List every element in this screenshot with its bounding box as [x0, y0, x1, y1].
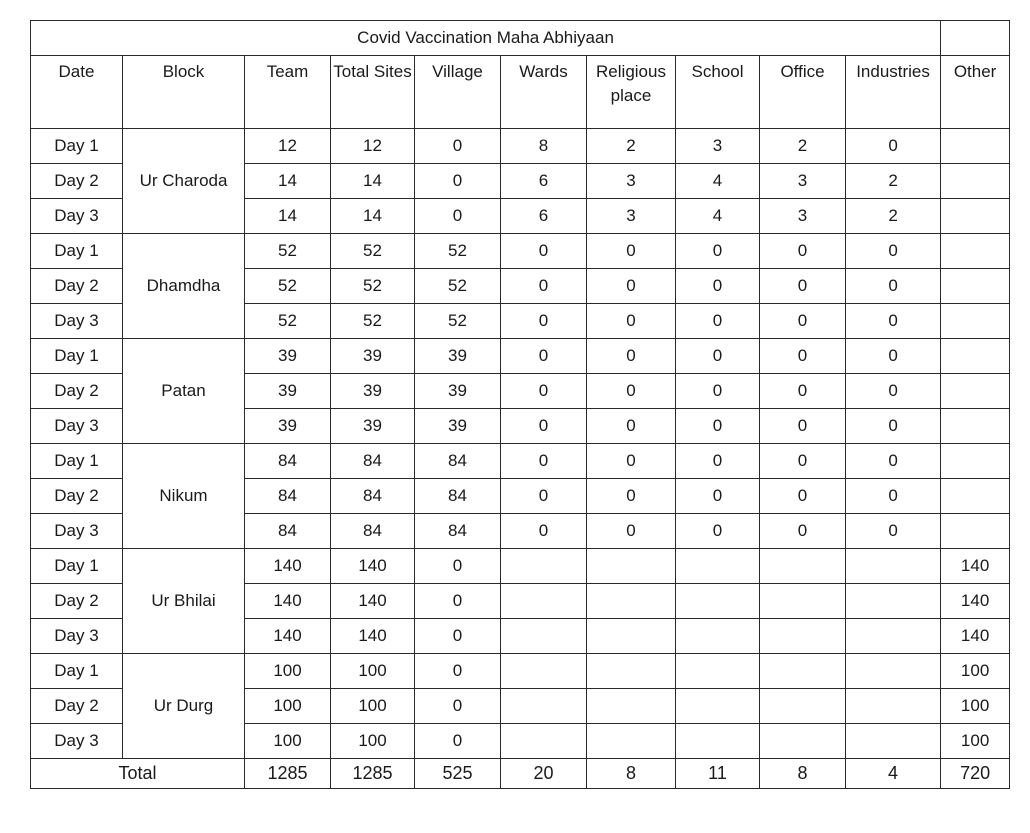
- other-cell: 140: [941, 619, 1010, 654]
- column-header-total-sites: Total Sites: [331, 56, 415, 129]
- office-cell: 0: [760, 479, 846, 514]
- date-cell: Day 1: [31, 549, 123, 584]
- team-cell: 84: [245, 514, 331, 549]
- date-cell: Day 1: [31, 339, 123, 374]
- office-cell: [760, 689, 846, 724]
- wards-cell: 8: [501, 129, 587, 164]
- other-cell: [941, 444, 1010, 479]
- industries-cell: 0: [846, 339, 941, 374]
- village-cell: 39: [415, 374, 501, 409]
- block-name-cell: Ur Bhilai: [123, 549, 245, 654]
- school-cell: 0: [676, 339, 760, 374]
- school-cell: [676, 724, 760, 759]
- total-sites-cell: 100: [331, 654, 415, 689]
- date-cell: Day 1: [31, 234, 123, 269]
- other-cell: 100: [941, 654, 1010, 689]
- date-cell: Day 3: [31, 304, 123, 339]
- religious-place-cell: [587, 689, 676, 724]
- industries-cell: [846, 584, 941, 619]
- table-row: [31, 234, 1010, 269]
- village-cell: 0: [415, 549, 501, 584]
- total-team-cell: 1285: [245, 759, 331, 789]
- total-school-cell: 11: [676, 759, 760, 789]
- column-header-other: Other: [941, 56, 1010, 129]
- wards-cell: 0: [501, 514, 587, 549]
- total-label: Total: [31, 759, 245, 789]
- village-cell: 84: [415, 514, 501, 549]
- industries-cell: 0: [846, 479, 941, 514]
- industries-cell: [846, 619, 941, 654]
- other-cell: [941, 199, 1010, 234]
- other-cell: 100: [941, 724, 1010, 759]
- religious-place-cell: [587, 584, 676, 619]
- other-cell: [941, 129, 1010, 164]
- total-sites-cell: 52: [331, 269, 415, 304]
- religious-place-cell: 0: [587, 514, 676, 549]
- school-cell: [676, 654, 760, 689]
- industries-cell: [846, 654, 941, 689]
- other-cell: [941, 339, 1010, 374]
- other-cell: [941, 164, 1010, 199]
- team-cell: 12: [245, 129, 331, 164]
- total-row: [31, 759, 1010, 789]
- school-cell: 0: [676, 269, 760, 304]
- school-cell: 0: [676, 374, 760, 409]
- office-cell: 0: [760, 339, 846, 374]
- table-title: Covid Vaccination Maha Abhiyaan: [31, 21, 941, 56]
- block-name-cell: Dhamdha: [123, 234, 245, 339]
- total-sites-cell: 12: [331, 129, 415, 164]
- total-sites-cell: 100: [331, 724, 415, 759]
- other-cell: [941, 304, 1010, 339]
- religious-place-cell: [587, 549, 676, 584]
- wards-cell: [501, 689, 587, 724]
- total-religious-place-cell: 8: [587, 759, 676, 789]
- religious-place-cell: [587, 724, 676, 759]
- team-cell: 39: [245, 339, 331, 374]
- total-industries-cell: 4: [846, 759, 941, 789]
- date-cell: Day 2: [31, 269, 123, 304]
- table-row: [31, 129, 1010, 164]
- total-sites-cell: 84: [331, 479, 415, 514]
- total-sites-cell: 84: [331, 514, 415, 549]
- religious-place-cell: [587, 619, 676, 654]
- date-cell: Day 2: [31, 689, 123, 724]
- column-header-date: Date: [31, 56, 123, 129]
- religious-place-cell: 0: [587, 339, 676, 374]
- industries-cell: 0: [846, 129, 941, 164]
- office-cell: 0: [760, 409, 846, 444]
- other-cell: [941, 409, 1010, 444]
- total-office-cell: 8: [760, 759, 846, 789]
- village-cell: 39: [415, 409, 501, 444]
- school-cell: 0: [676, 304, 760, 339]
- village-cell: 84: [415, 444, 501, 479]
- total-sites-cell: 140: [331, 619, 415, 654]
- school-cell: [676, 584, 760, 619]
- industries-cell: [846, 724, 941, 759]
- date-cell: Day 1: [31, 129, 123, 164]
- school-cell: [676, 549, 760, 584]
- office-cell: 3: [760, 164, 846, 199]
- team-cell: 14: [245, 164, 331, 199]
- school-cell: 0: [676, 479, 760, 514]
- industries-cell: 0: [846, 514, 941, 549]
- date-cell: Day 2: [31, 479, 123, 514]
- village-cell: 52: [415, 269, 501, 304]
- wards-cell: [501, 724, 587, 759]
- office-cell: [760, 584, 846, 619]
- block-name-cell: Patan: [123, 339, 245, 444]
- village-cell: 0: [415, 164, 501, 199]
- column-header-religious-place: Religious place: [587, 56, 676, 129]
- industries-cell: [846, 689, 941, 724]
- office-cell: 0: [760, 514, 846, 549]
- school-cell: [676, 619, 760, 654]
- school-cell: 0: [676, 409, 760, 444]
- industries-cell: 0: [846, 409, 941, 444]
- team-cell: 84: [245, 444, 331, 479]
- industries-cell: 0: [846, 444, 941, 479]
- wards-cell: [501, 654, 587, 689]
- religious-place-cell: 0: [587, 409, 676, 444]
- wards-cell: 6: [501, 199, 587, 234]
- industries-cell: 0: [846, 269, 941, 304]
- village-cell: 0: [415, 689, 501, 724]
- office-cell: 0: [760, 444, 846, 479]
- other-cell: [941, 514, 1010, 549]
- religious-place-cell: 0: [587, 444, 676, 479]
- team-cell: 14: [245, 199, 331, 234]
- total-wards-cell: 20: [501, 759, 587, 789]
- wards-cell: 0: [501, 479, 587, 514]
- village-cell: 52: [415, 304, 501, 339]
- wards-cell: [501, 584, 587, 619]
- office-cell: [760, 619, 846, 654]
- other-cell: [941, 269, 1010, 304]
- wards-cell: [501, 549, 587, 584]
- date-cell: Day 2: [31, 374, 123, 409]
- school-cell: [676, 689, 760, 724]
- total-sites-cell: 52: [331, 234, 415, 269]
- religious-place-cell: 2: [587, 129, 676, 164]
- date-cell: Day 3: [31, 619, 123, 654]
- school-cell: 4: [676, 199, 760, 234]
- wards-cell: 6: [501, 164, 587, 199]
- wards-cell: [501, 619, 587, 654]
- total-sites-cell: 39: [331, 339, 415, 374]
- industries-cell: 2: [846, 164, 941, 199]
- industries-cell: [846, 549, 941, 584]
- title-empty-cell: [941, 21, 1010, 56]
- total-sites-cell: 100: [331, 689, 415, 724]
- total-sites-cell: 140: [331, 549, 415, 584]
- office-cell: 3: [760, 199, 846, 234]
- column-header-village: Village: [415, 56, 501, 129]
- religious-place-cell: 0: [587, 304, 676, 339]
- column-header-block: Block: [123, 56, 245, 129]
- table-row: [31, 339, 1010, 374]
- team-cell: 140: [245, 584, 331, 619]
- religious-place-cell: 0: [587, 269, 676, 304]
- team-cell: 100: [245, 654, 331, 689]
- column-header-school: School: [676, 56, 760, 129]
- title-row: [31, 21, 1010, 56]
- school-cell: 3: [676, 129, 760, 164]
- total-sites-cell: 84: [331, 444, 415, 479]
- office-cell: 0: [760, 304, 846, 339]
- table-row: [31, 654, 1010, 689]
- table-row: [31, 444, 1010, 479]
- column-header-industries: Industries: [846, 56, 941, 129]
- industries-cell: 0: [846, 234, 941, 269]
- total-total-sites-cell: 1285: [331, 759, 415, 789]
- date-cell: Day 3: [31, 199, 123, 234]
- wards-cell: 0: [501, 409, 587, 444]
- religious-place-cell: 3: [587, 164, 676, 199]
- office-cell: 2: [760, 129, 846, 164]
- village-cell: 52: [415, 234, 501, 269]
- village-cell: 0: [415, 129, 501, 164]
- wards-cell: 0: [501, 269, 587, 304]
- village-cell: 0: [415, 654, 501, 689]
- office-cell: [760, 654, 846, 689]
- team-cell: 100: [245, 689, 331, 724]
- date-cell: Day 2: [31, 584, 123, 619]
- other-cell: [941, 479, 1010, 514]
- date-cell: Day 3: [31, 514, 123, 549]
- block-name-cell: Ur Durg: [123, 654, 245, 759]
- total-other-cell: 720: [941, 759, 1010, 789]
- religious-place-cell: 3: [587, 199, 676, 234]
- team-cell: 84: [245, 479, 331, 514]
- other-cell: 140: [941, 584, 1010, 619]
- team-cell: 52: [245, 269, 331, 304]
- total-sites-cell: 14: [331, 199, 415, 234]
- team-cell: 140: [245, 549, 331, 584]
- industries-cell: 2: [846, 199, 941, 234]
- religious-place-cell: 0: [587, 479, 676, 514]
- team-cell: 140: [245, 619, 331, 654]
- team-cell: 39: [245, 409, 331, 444]
- date-cell: Day 3: [31, 724, 123, 759]
- other-cell: 140: [941, 549, 1010, 584]
- religious-place-cell: 0: [587, 374, 676, 409]
- total-village-cell: 525: [415, 759, 501, 789]
- wards-cell: 0: [501, 374, 587, 409]
- date-cell: Day 1: [31, 444, 123, 479]
- team-cell: 39: [245, 374, 331, 409]
- office-cell: [760, 724, 846, 759]
- total-sites-cell: 52: [331, 304, 415, 339]
- industries-cell: 0: [846, 374, 941, 409]
- date-cell: Day 2: [31, 164, 123, 199]
- wards-cell: 0: [501, 444, 587, 479]
- wards-cell: 0: [501, 304, 587, 339]
- team-cell: 52: [245, 304, 331, 339]
- wards-cell: 0: [501, 234, 587, 269]
- school-cell: 4: [676, 164, 760, 199]
- industries-cell: 0: [846, 304, 941, 339]
- village-cell: 84: [415, 479, 501, 514]
- total-sites-cell: 39: [331, 374, 415, 409]
- other-cell: [941, 374, 1010, 409]
- team-cell: 52: [245, 234, 331, 269]
- team-cell: 100: [245, 724, 331, 759]
- vaccination-table: [30, 20, 1010, 789]
- religious-place-cell: [587, 654, 676, 689]
- block-name-cell: Ur Charoda: [123, 129, 245, 234]
- wards-cell: 0: [501, 339, 587, 374]
- office-cell: 0: [760, 374, 846, 409]
- total-sites-cell: 140: [331, 584, 415, 619]
- village-cell: 0: [415, 199, 501, 234]
- table-row: [31, 549, 1010, 584]
- date-cell: Day 3: [31, 409, 123, 444]
- village-cell: 39: [415, 339, 501, 374]
- village-cell: 0: [415, 584, 501, 619]
- date-cell: Day 1: [31, 654, 123, 689]
- block-name-cell: Nikum: [123, 444, 245, 549]
- office-cell: [760, 549, 846, 584]
- total-sites-cell: 39: [331, 409, 415, 444]
- column-header-wards: Wards: [501, 56, 587, 129]
- other-cell: [941, 234, 1010, 269]
- village-cell: 0: [415, 619, 501, 654]
- school-cell: 0: [676, 234, 760, 269]
- total-sites-cell: 14: [331, 164, 415, 199]
- village-cell: 0: [415, 724, 501, 759]
- school-cell: 0: [676, 514, 760, 549]
- column-header-team: Team: [245, 56, 331, 129]
- column-header-office: Office: [760, 56, 846, 129]
- religious-place-cell: 0: [587, 234, 676, 269]
- office-cell: 0: [760, 269, 846, 304]
- header-row: [31, 56, 1010, 129]
- other-cell: 100: [941, 689, 1010, 724]
- office-cell: 0: [760, 234, 846, 269]
- school-cell: 0: [676, 444, 760, 479]
